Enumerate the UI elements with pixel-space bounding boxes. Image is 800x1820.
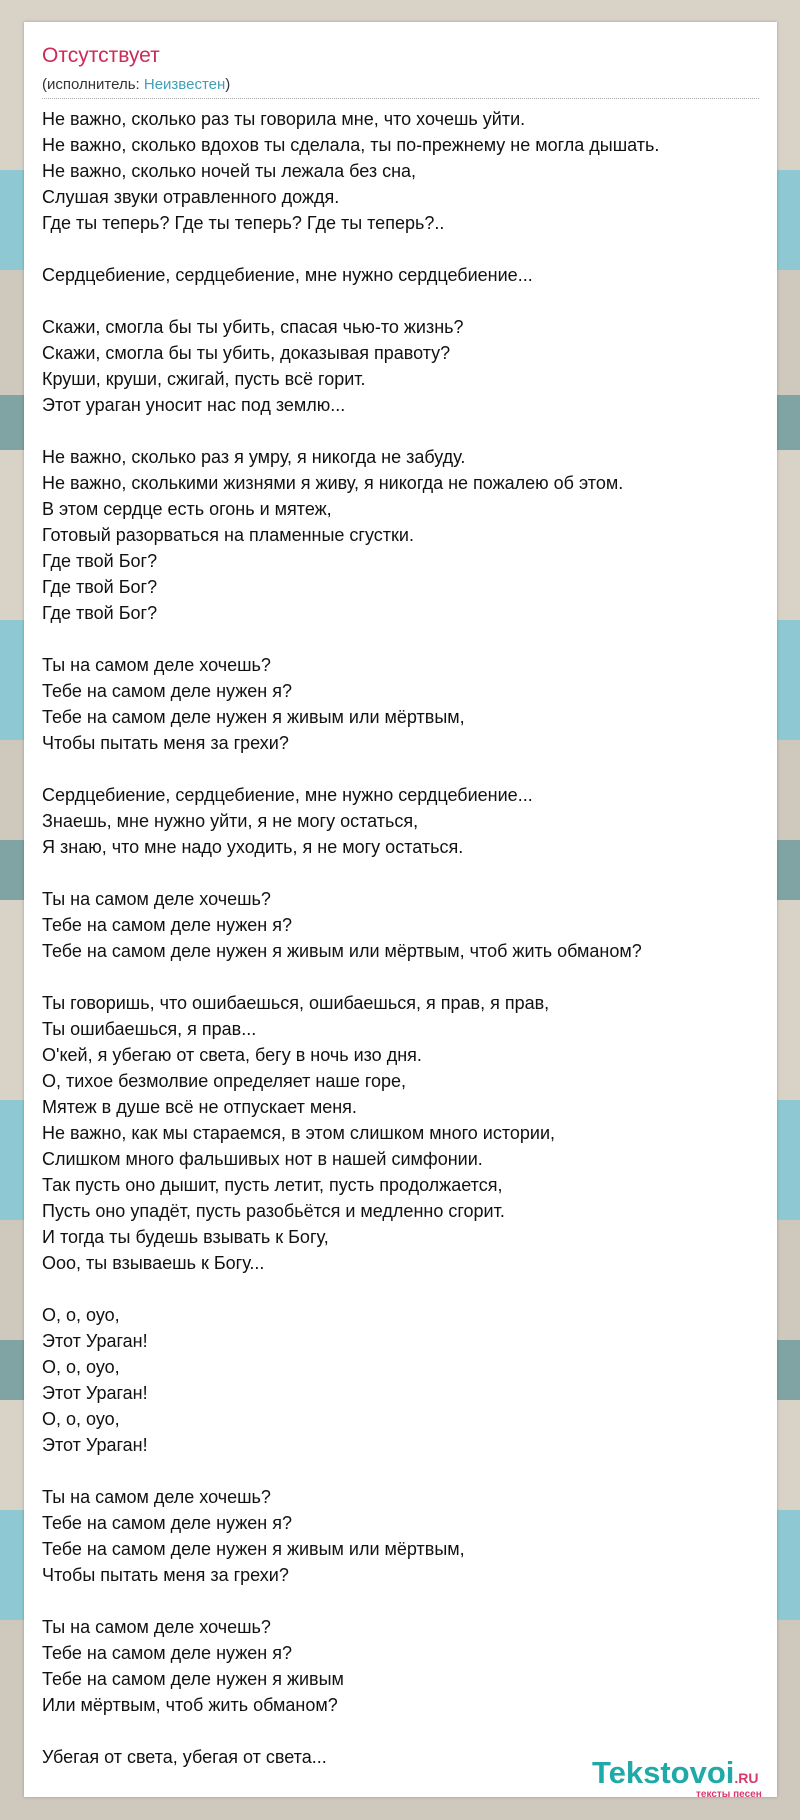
lyric-blank-line bbox=[42, 860, 762, 886]
lyric-line: Тебе на самом деле нужен я живым или мёртвым, bbox=[42, 1539, 465, 1559]
lyric-line: Или мёртвым, чтоб жить обманом? bbox=[42, 1695, 338, 1715]
lyric-line: Тебе на самом деле нужен я? bbox=[42, 1513, 292, 1533]
lyric-line: Тебе на самом деле нужен я живым или мёртвым, bbox=[42, 707, 465, 727]
divider bbox=[42, 98, 759, 99]
lyric-line: Так пусть оно дышит, пусть летит, пусть продолжается, bbox=[42, 1175, 503, 1195]
lyric-blank-line bbox=[42, 288, 762, 314]
lyric-line: Где ты теперь? Где ты теперь? Где ты теперь?.. bbox=[42, 213, 445, 233]
lyric-line: О, о, оуо, bbox=[42, 1305, 120, 1325]
lyric-line: О, о, оуо, bbox=[42, 1357, 120, 1377]
lyric-line: Чтобы пытать меня за грехи? bbox=[42, 1565, 289, 1585]
lyric-line: О, о, оуо, bbox=[42, 1409, 120, 1429]
lyric-line: Не важно, как мы стараемся, в этом слишком много истории, bbox=[42, 1123, 556, 1143]
lyric-line: Не важно, сколькими жизнями я живу, я никогда не пожалею об этом. bbox=[42, 473, 624, 493]
lyric-line: Тебе на самом деле нужен я живым bbox=[42, 1669, 344, 1689]
lyric-line: О'кей, я убегаю от света, бегу в ночь изо дня. bbox=[42, 1045, 422, 1065]
lyric-line: В этом сердце есть огонь и мятеж, bbox=[42, 499, 332, 519]
lyric-line: Ты на самом деле хочешь? bbox=[42, 1617, 271, 1637]
lyric-line: О, тихое безмолвие определяет наше горе, bbox=[42, 1071, 407, 1091]
logo-brand bbox=[592, 1755, 759, 1791]
lyric-line: Ты на самом деле хочешь? bbox=[42, 655, 271, 675]
lyric-line: Где твой Бог? bbox=[42, 577, 158, 597]
lyric-line: Ты ошибаешься, я прав... bbox=[42, 1019, 257, 1039]
lyric-line: Тебе на самом деле нужен я? bbox=[42, 1643, 292, 1663]
lyric-line: Пусть оно упадёт, пусть разобьётся и медленно сгорит. bbox=[42, 1201, 505, 1221]
lyric-line: Тебе на самом деле нужен я? bbox=[42, 915, 292, 935]
lyric-line: Не важно, сколько ночей ты лежала без сна, bbox=[42, 161, 417, 181]
performer-line bbox=[42, 76, 230, 93]
lyric-line: И тогда ты будешь взывать к Богу, bbox=[42, 1227, 329, 1247]
lyric-line: Ооо, ты взываешь к Богу... bbox=[42, 1253, 265, 1273]
logo-brand-text: Tekstovoi bbox=[592, 1755, 735, 1790]
lyric-blank-line bbox=[42, 626, 762, 652]
lyric-line: Тебе на самом деле нужен я живым или мёртвым, чтоб жить обманом? bbox=[42, 941, 642, 961]
lyric-blank-line bbox=[42, 1276, 762, 1302]
lyric-line: Ты на самом деле хочешь? bbox=[42, 889, 271, 909]
lyric-line: Этот Ураган! bbox=[42, 1383, 148, 1403]
lyric-line: Убегая от света, убегая от света... bbox=[42, 1747, 327, 1767]
lyric-line: Я знаю, что мне надо уходить, я не могу остаться. bbox=[42, 837, 464, 857]
lyric-line: Не важно, сколько раз ты говорила мне, что хочешь уйти. bbox=[42, 109, 526, 129]
lyric-line: Ты на самом деле хочешь? bbox=[42, 1487, 271, 1507]
lyric-line: Мятеж в душе всё не отпускает меня. bbox=[42, 1097, 357, 1117]
lyric-line: Тебе на самом деле нужен я? bbox=[42, 681, 292, 701]
performer-prefix: (исполнитель: bbox=[42, 76, 144, 93]
lyric-line: Не важно, сколько вдохов ты сделала, ты по-прежнему не могла дышать. bbox=[42, 135, 660, 155]
lyric-line: Сердцебиение, сердцебиение, мне нужно сердцебиение... bbox=[42, 265, 533, 285]
lyric-line: Скажи, смогла бы ты убить, доказывая правоту? bbox=[42, 343, 451, 363]
site-logo[interactable] bbox=[592, 1755, 800, 1805]
song-title: Отсутствует bbox=[42, 44, 160, 67]
performer-link[interactable]: Неизвестен bbox=[143, 76, 226, 93]
lyric-line: Слишком много фальшивых нот в нашей симфонии. bbox=[42, 1149, 483, 1169]
lyric-line: Не важно, сколько раз я умру, я никогда не забуду. bbox=[42, 447, 466, 467]
lyric-line: Этот Ураган! bbox=[42, 1331, 148, 1351]
lyric-line: Где твой Бог? bbox=[42, 603, 158, 623]
lyric-blank-line bbox=[42, 964, 762, 990]
lyric-blank-line bbox=[42, 1458, 762, 1484]
lyric-blank-line bbox=[42, 1718, 762, 1744]
lyric-blank-line bbox=[42, 1588, 762, 1614]
lyric-line: Знаешь, мне нужно уйти, я не могу остаться, bbox=[42, 811, 419, 831]
lyric-line: Скажи, смогла бы ты убить, спасая чью-то жизнь? bbox=[42, 317, 464, 337]
logo-tld: .RU bbox=[734, 1770, 759, 1786]
lyric-line: Готовый разорваться на пламенные сгустки. bbox=[42, 525, 414, 545]
lyric-blank-line bbox=[42, 756, 762, 782]
lyric-line: Чтобы пытать меня за грехи? bbox=[42, 733, 289, 753]
lyric-line: Слушая звуки отравленного дождя. bbox=[42, 187, 340, 207]
lyric-line: Ты говоришь, что ошибаешься, ошибаешься, я прав, я прав, bbox=[42, 993, 550, 1013]
lyrics-text bbox=[42, 106, 762, 1770]
lyric-line: Сердцебиение, сердцебиение, мне нужно сердцебиение... bbox=[42, 785, 533, 805]
lyric-line: Круши, круши, сжигай, пусть всё горит. bbox=[42, 369, 366, 389]
performer-suffix: ) bbox=[225, 76, 231, 93]
lyric-blank-line bbox=[42, 418, 762, 444]
lyric-line: Этот ураган уносит нас под землю... bbox=[42, 395, 346, 415]
lyric-line: Этот Ураган! bbox=[42, 1435, 148, 1455]
lyrics-card bbox=[24, 22, 777, 1800]
lyric-line: Где твой Бог? bbox=[42, 551, 158, 571]
logo-tagline: тексты песен bbox=[696, 1789, 762, 1800]
lyric-blank-line bbox=[42, 236, 762, 262]
